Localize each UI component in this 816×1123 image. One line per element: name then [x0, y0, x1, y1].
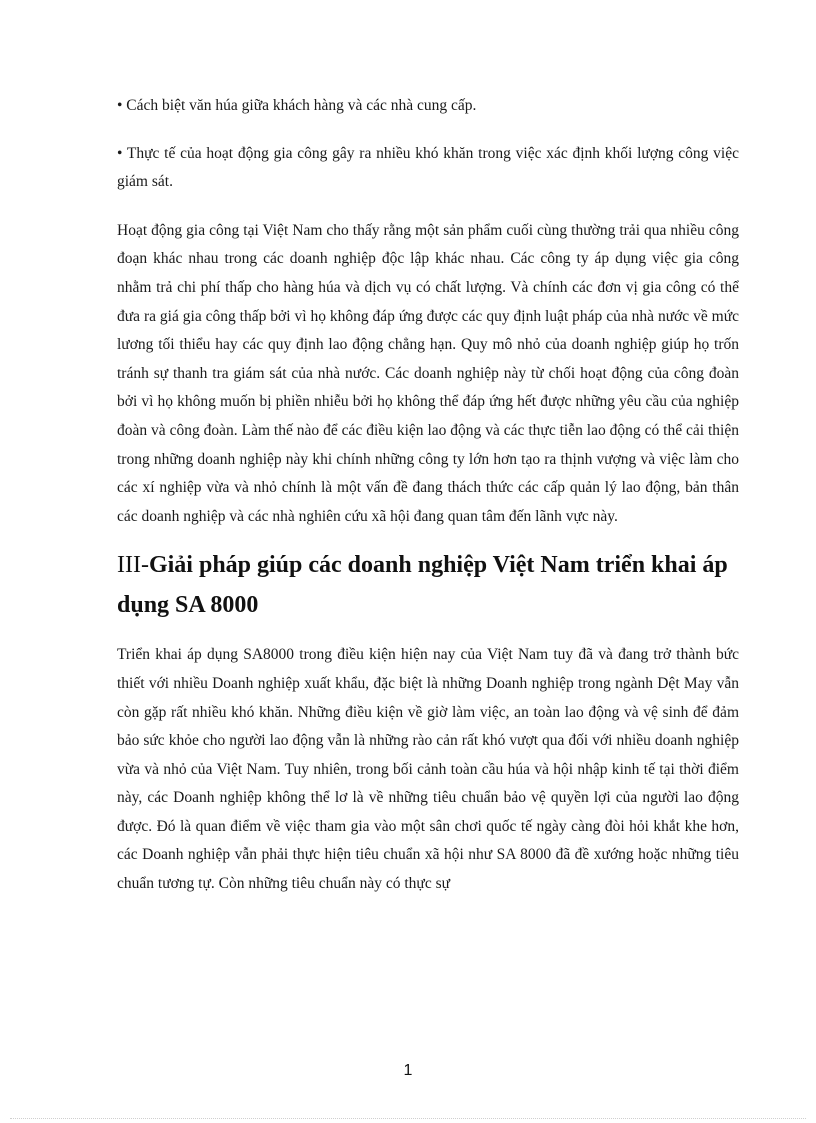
bullet-item-outsourcing-difficulty: • Thực tế của hoạt động gia công gây ra nhiều khó khăn trong việc xác định khối lượng công việc giám sát.	[117, 144, 739, 191]
section-title: Giải pháp giúp các doanh nghiệp Việt Nam triển khai áp dụng SA 8000	[117, 552, 728, 619]
bullet-item-cultural-gap: • Cách biệt văn húa giữa khách hàng và các nhà cung cấp.	[117, 97, 477, 114]
section-numeral: III-	[117, 552, 149, 579]
section-heading	[117, 545, 739, 625]
page-bottom-divider	[10, 1118, 806, 1119]
body-paragraph-outsourcing: Hoạt động gia công tại Việt Nam cho thấy rằng một sản phẩm cuối cùng thường trải qua nhiều công đoạn khác nhau trong các doanh nghiệp độc lập khác nhau. Các công ty áp dụng việc gia công nhằm trả chi phí thấp cho hàng húa và dịch vụ có chất lượng. Và chính các đơn vị gia công có thể đưa ra giá gia công thấp bởi vì họ không đáp ứng được các quy định luật pháp của nhà nước về mức lương tối thiểu hay các quy định lao động chẳng hạn. Quy mô nhỏ của doanh nghiệp giúp họ trốn tránh sự thanh tra giám sát của nhà nước. Các doanh nghiệp này từ chối hoạt động của công đoàn bởi vì họ không muốn bị phiền nhiễu bởi họ không thể đáp ứng hết được những yêu cầu của nghiệp đoàn và công đoàn. Làm thế nào để các điều kiện lao động và các thực tiễn lao động có thể cải thiện trong những doanh nghiệp này khi chính những công ty lớn hơn tạo ra thịnh vượng và việc làm cho các xí nghiệp vừa và nhỏ chính là một vấn đề đang thách thức các cấp quản lý lao động, bản thân các doanh nghiệp và các nhà nghiên cứu xã hội đang quan tâm đến lãnh vực này.	[117, 221, 739, 525]
page-content	[117, 92, 739, 899]
body-paragraph-sa8000: Triển khai áp dụng SA8000 trong điều kiện hiện nay của Việt Nam tuy đã và đang trở thành bức thiết với nhiều Doanh nghiệp xuất khẩu, đặc biệt là những Doanh nghiệp trong ngành Dệt May vẫn còn gặp rất nhiều khó khăn. Những điều kiện về giờ làm việc, an toàn lao động và vệ sinh để đảm bảo sức khỏe cho người lao động vẫn là những rào cản rất khó vượt qua đối với nhiều doanh nghiệp vừa và nhỏ của Việt Nam. Tuy nhiên, trong bối cảnh toàn cầu húa và hội nhập kinh tế tại thời điểm này, các Doanh nghiệp không thể lơ là về những tiêu chuẩn bảo vệ quyền lợi của người lao động được. Đó là quan điểm về việc tham gia vào một sân chơi quốc tế ngày càng đòi hỏi khắt khe hơn, các Doanh nghiệp vẫn phải thực hiện tiêu chuẩn xã hội như SA 8000 đã đề xướng hoặc những tiêu chuẩn tương tự. Còn những tiêu chuẩn này có thực sự	[117, 646, 739, 893]
page-number: 1	[403, 1062, 413, 1079]
